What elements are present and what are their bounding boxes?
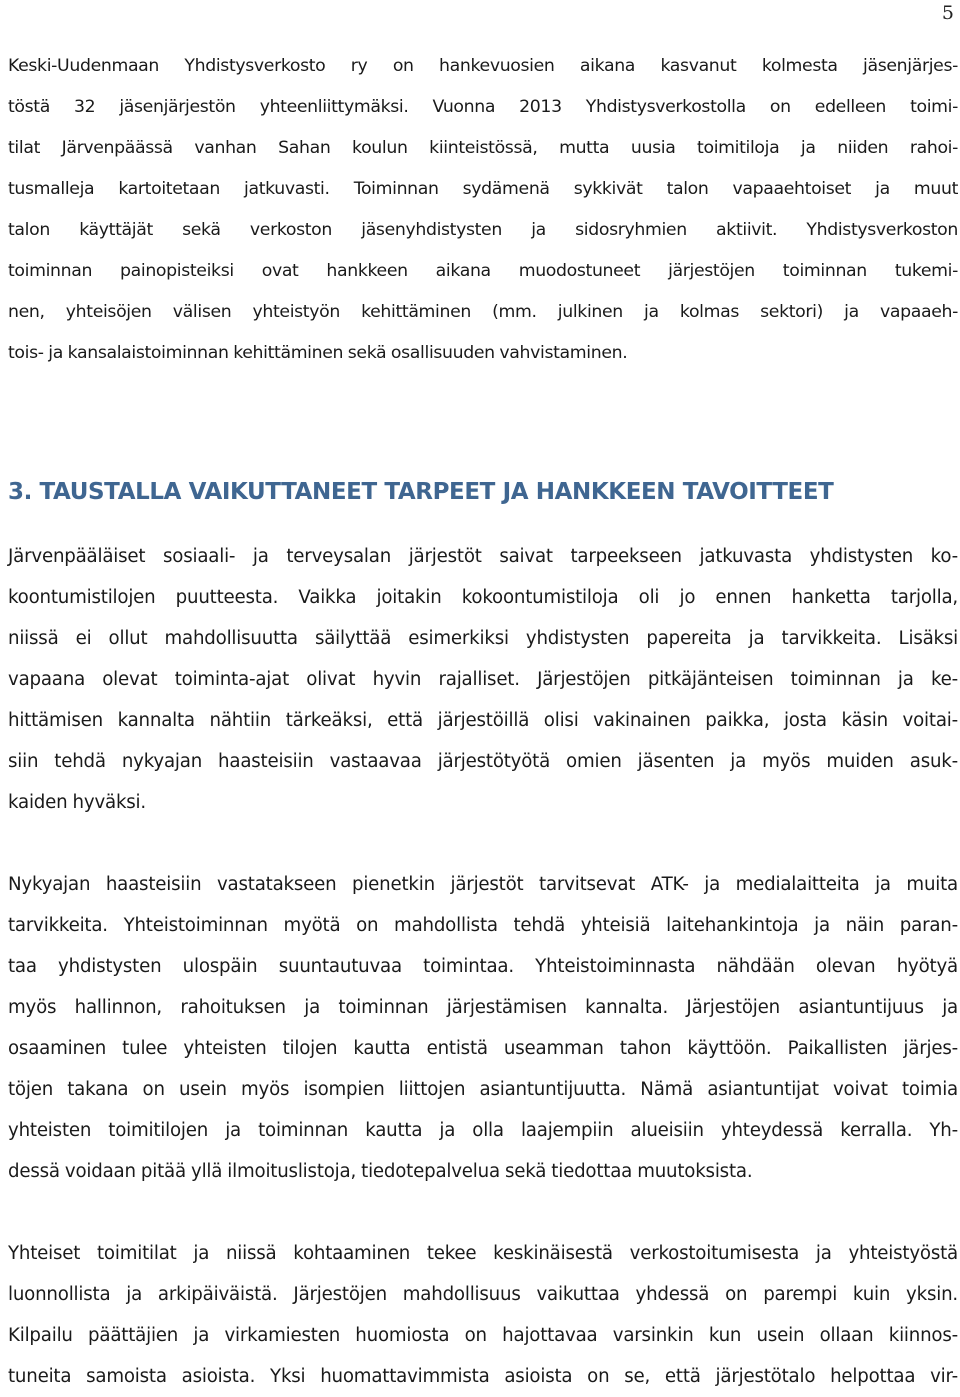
section-heading: 3. TAUSTALLA VAIKUTTANEET TARPEET JA HANKKEEN TAVOITTEET bbox=[8, 479, 834, 505]
text-line: tois- ja kansalaistoiminnan kehittäminen sekä osallisuuden vahvistaminen. bbox=[8, 343, 628, 363]
text-line: Kilpailu päättäjien ja virkamiesten huomiosta on hajottavaa varsinkin kun usein ollaan kiinnos- bbox=[8, 1325, 958, 1346]
text-line: kaiden hyväksi. bbox=[8, 792, 146, 813]
text-line: töjen takana on usein myös isompien liittojen asiantuntijuutta. Nämä asiantuntijat voivat toimia bbox=[8, 1079, 958, 1100]
text-line: koontumistilojen puutteesta. Vaikka joitakin kokoontumistiloja oli jo ennen hanketta tarjolla, bbox=[8, 587, 958, 608]
text-line: talon käyttäjät sekä verkoston jäsenyhdistysten ja sidosryhmien aktiivit. Yhdistysverkoston bbox=[8, 220, 958, 240]
text-line: yhteisten toimitilojen ja toiminnan kautta ja olla laajempiin alueisiin yhteydessä kerralla. Yh- bbox=[8, 1120, 958, 1141]
text-line: tuneita samoista asioista. Yksi huomattavimmista asioista on se, että järjestötalo helpottaa vir- bbox=[8, 1366, 958, 1387]
text-line: Nykyajan haasteisiin vastatakseen pienetkin järjestöt tarvitsevat ATK- ja medialaitteita ja muita bbox=[8, 874, 958, 895]
text-line: taa yhdistysten ulospäin suuntautuvaa toimintaa. Yhteistoiminnasta nähdään olevan hyötyä bbox=[8, 956, 958, 977]
text-line: luonnollista ja arkipäiväistä. Järjestöjen mahdollisuus vaikuttaa yhdessä on parempi kuin yksin. bbox=[8, 1284, 958, 1305]
text-line: tusmalleja kartoitetaan jatkuvasti. Toiminnan sydämenä sykkivät talon vapaaehtoiset ja muut bbox=[8, 179, 958, 199]
page-number: 5 bbox=[941, 2, 954, 24]
text-line: dessä voidaan pitää yllä ilmoituslistoja, tiedotepalvelua sekä tiedottaa muutoksista. bbox=[8, 1161, 753, 1182]
text-line: tarvikkeita. Yhteistoiminnan myötä on mahdollista tehdä yhteisiä laitehankintoja ja näin paran- bbox=[8, 915, 958, 936]
text-line: tilat Järvenpäässä vanhan Sahan koulun kiinteistössä, mutta uusia toimitiloja ja niiden rahoi- bbox=[8, 138, 958, 158]
text-line: niissä ei ollut mahdollisuutta säilyttää esimerkiksi yhdistysten papereita ja tarvikkeita. Lisäksi bbox=[8, 628, 958, 649]
intro-paragraph bbox=[8, 46, 958, 374]
text-line: nen, yhteisöjen välisen yhteistyön kehittäminen (mm. julkinen ja kolmas sektori) ja vapaaeh- bbox=[8, 302, 958, 322]
text-line: hittämisen kannalta nähtiin tärkeäksi, että järjestöillä olisi vakinainen paikka, josta käsin voitai- bbox=[8, 710, 958, 731]
document-body bbox=[8, 46, 958, 1397]
text-line: töstä 32 jäsenjärjestön yhteenliittymäksi. Vuonna 2013 Yhdistysverkostolla on edelleen toimi- bbox=[8, 97, 958, 117]
text-line: osaaminen tulee yhteisten tilojen kautta entistä useamman tahon käyttöön. Paikallisten järjes- bbox=[8, 1038, 958, 1059]
text-line: Yhteiset toimitilat ja niissä kohtaaminen tekee keskinäisestä verkostoitumisesta ja yhteistyöstä bbox=[8, 1243, 958, 1264]
body-paragraph-3 bbox=[8, 1233, 958, 1397]
body-paragraph-2 bbox=[8, 864, 958, 1192]
text-line: vapaana olevat toiminta-ajat olivat hyvin rajalliset. Järjestöjen pitkäjänteisen toiminnan ja ke- bbox=[8, 669, 958, 690]
text-line: toiminnan painopisteiksi ovat hankkeen aikana muodostuneet järjestöjen toiminnan tukemi- bbox=[8, 261, 958, 281]
text-line: siin tehdä nykyajan haasteisiin vastaavaa järjestötyötä omien jäsenten ja myös muiden asuk- bbox=[8, 751, 958, 772]
text-line: Keski-Uudenmaan Yhdistysverkosto ry on hankevuosien aikana kasvanut kolmesta jäsenjärjes- bbox=[8, 56, 958, 76]
text-line: Järvenpääläiset sosiaali- ja terveysalan järjestöt saivat tarpeekseen jatkuvasta yhdistysten ko- bbox=[8, 546, 958, 567]
text-line: myös hallinnon, rahoituksen ja toiminnan järjestämisen kannalta. Järjestöjen asiantuntijuus ja bbox=[8, 997, 958, 1018]
body-paragraph-1 bbox=[8, 536, 958, 823]
